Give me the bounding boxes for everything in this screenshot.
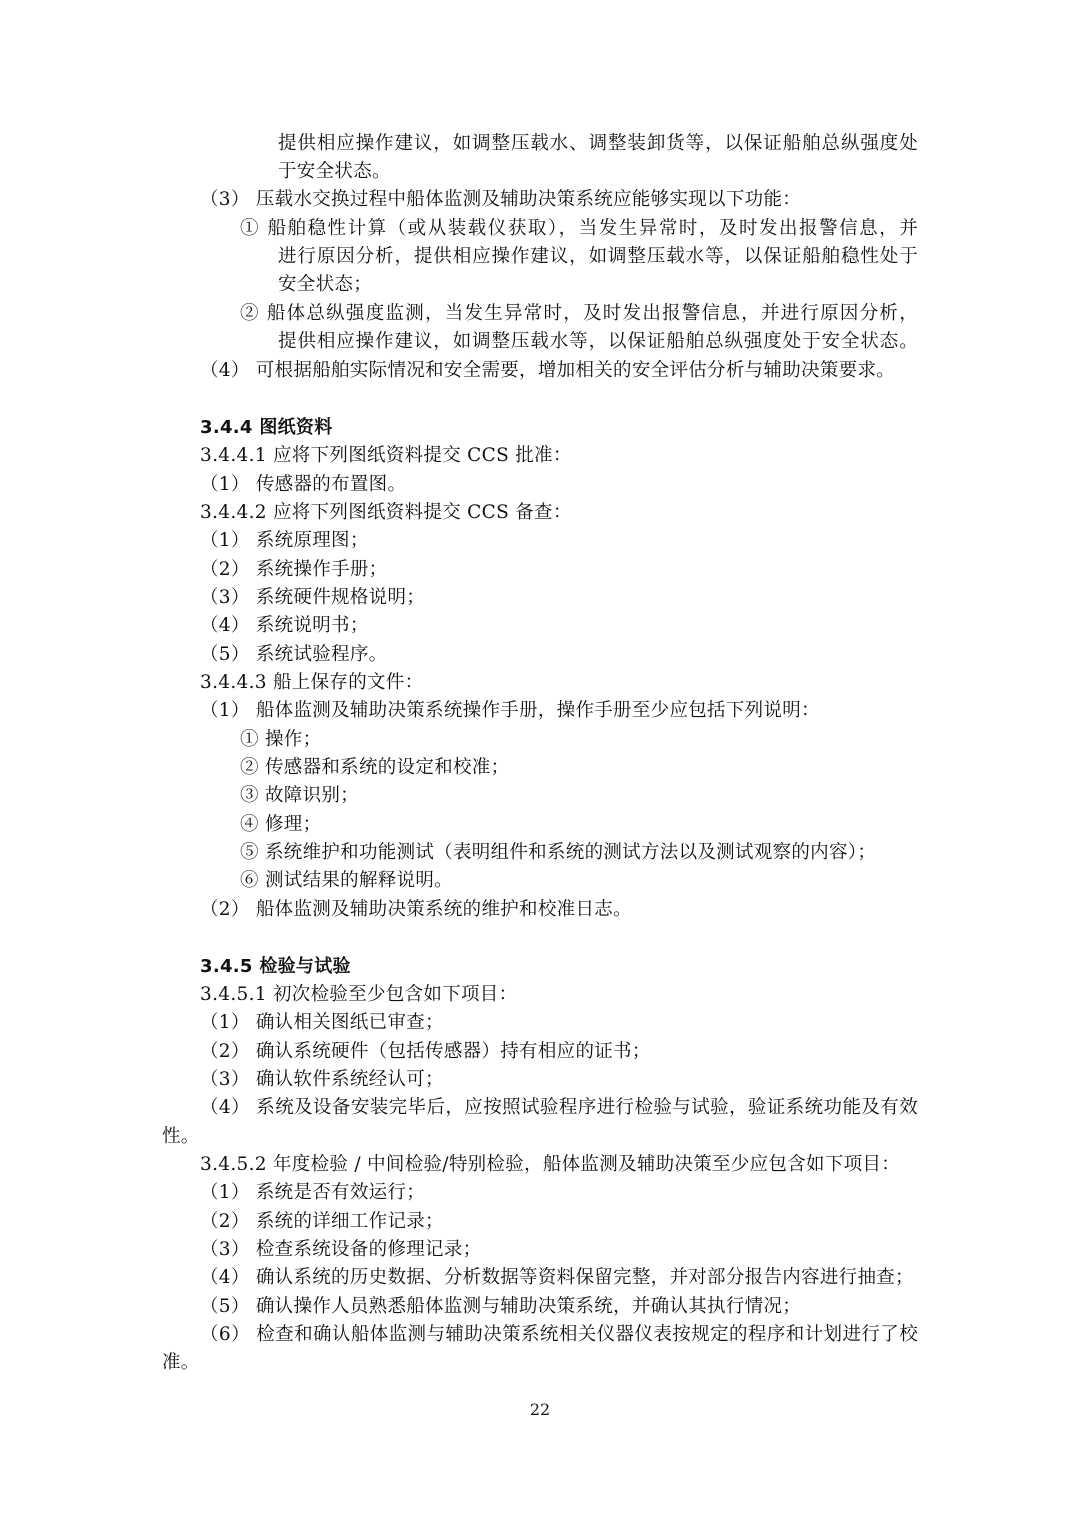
list-item: ① 操作； xyxy=(240,729,322,750)
text-line: 提供相应操作建议，如调整压载水等，以保证船舶总纵强度处于安全状态。 xyxy=(278,331,918,352)
subsection-heading: 3.4.4.1 应将下列图纸资料提交 CCS 批准： xyxy=(200,445,572,466)
subsection-heading: 3.4.5.2 年度检验 / 中间检验/特别检验，船体监测及辅助决策至少应包含如下项目： xyxy=(200,1154,901,1175)
text-line: 进行原因分析，提供相应操作建议，如调整压载水等，以保证船舶稳性处于 xyxy=(278,246,918,267)
page-number: 22 xyxy=(529,1400,551,1419)
list-item: ④ 修理； xyxy=(240,814,322,835)
list-item: ① 船舶稳性计算（或从装载仪获取），当发生异常时，及时发出报警信息，并 xyxy=(240,218,918,239)
text-line: 提供相应操作建议，如调整压载水、调整装卸货等，以保证船舶总纵强度处 xyxy=(278,133,918,154)
list-item: （3） 确认软件系统经认可； xyxy=(200,1069,444,1090)
list-item: （2） 确认系统硬件（包括传感器）持有相应的证书； xyxy=(200,1041,651,1062)
text-line: 性。 xyxy=(162,1126,200,1147)
list-item: ② 船体总纵强度监测，当发生异常时，及时发出报警信息，并进行原因分析， xyxy=(240,303,918,324)
text-line: 于安全状态。 xyxy=(278,161,391,182)
list-item: （5） 系统试验程序。 xyxy=(200,644,388,665)
text-line: 安全状态； xyxy=(278,274,373,295)
list-item: （1） 系统原理图； xyxy=(200,530,369,551)
list-item: （2） 系统的详细工作记录； xyxy=(200,1211,444,1232)
text-line: 准。 xyxy=(162,1352,200,1373)
list-item: （2） 船体监测及辅助决策系统的维护和校准日志。 xyxy=(200,899,632,920)
section-heading: 3.4.4 图纸资料 xyxy=(200,417,333,438)
list-item: （4） 可根据船舶实际情况和安全需要，增加相关的安全评估分析与辅助决策要求。 xyxy=(200,360,896,381)
list-item: （4） 系统说明书； xyxy=(200,615,369,636)
list-item: （3） 压载水交换过程中船体监测及辅助决策系统应能够实现以下功能： xyxy=(200,189,802,210)
list-item: （3） 系统硬件规格说明； xyxy=(200,587,426,608)
section-heading: 3.4.5 检验与试验 xyxy=(200,956,351,977)
list-item: （4） 系统及设备安装完毕后，应按照试验程序进行检验与试验，验证系统功能及有效 xyxy=(200,1097,918,1118)
list-item: （1） 确认相关图纸已审查； xyxy=(200,1012,444,1033)
subsection-heading: 3.4.4.2 应将下列图纸资料提交 CCS 备查： xyxy=(200,502,572,523)
list-item: ② 传感器和系统的设定和校准； xyxy=(240,757,510,778)
list-item: ③ 故障识别； xyxy=(240,785,359,806)
list-item: ⑥ 测试结果的解释说明。 xyxy=(240,870,453,891)
list-item: （3） 检查系统设备的修理记录； xyxy=(200,1239,482,1260)
list-item: （5） 确认操作人员熟悉船体监测与辅助决策系统，并确认其执行情况； xyxy=(200,1296,802,1317)
list-item: （4） 确认系统的历史数据、分析数据等资料保留完整，并对部分报告内容进行抽查； xyxy=(200,1267,914,1288)
subsection-heading: 3.4.4.3 船上保存的文件： xyxy=(200,672,424,693)
list-item: （1） 传感器的布置图。 xyxy=(200,474,407,495)
list-item: （1） 船体监测及辅助决策系统操作手册，操作手册至少应包括下列说明： xyxy=(200,700,820,721)
subsection-heading: 3.4.5.1 初次检验至少包含如下项目： xyxy=(200,984,518,1005)
list-item: （6） 检查和确认船体监测与辅助决策系统相关仪器仪表按规定的程序和计划进行了校 xyxy=(200,1324,918,1345)
list-item: ⑤ 系统维护和功能测试（表明组件和系统的测试方法以及测试观察的内容）； xyxy=(240,842,877,863)
list-item: （1） 系统是否有效运行； xyxy=(200,1182,426,1203)
list-item: （2） 系统操作手册； xyxy=(200,559,388,580)
